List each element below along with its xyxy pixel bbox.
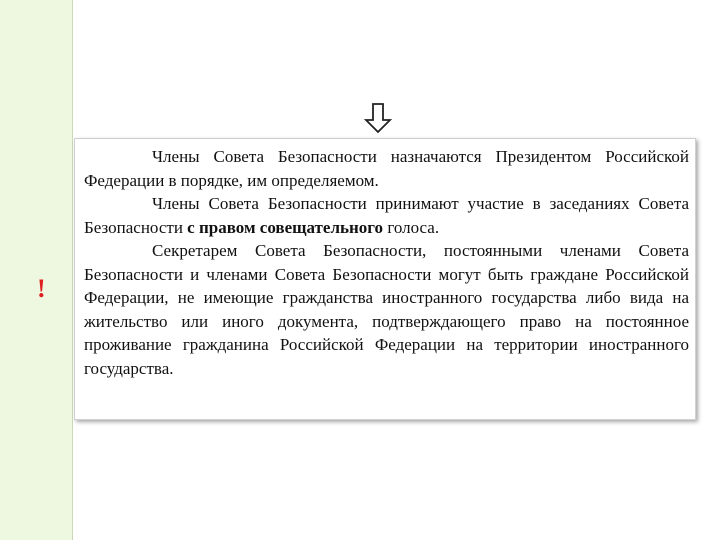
paragraph-appointment: Члены Совета Безопасности назначаются Президентом Российской Федерации в порядке, им определяемом. [84,147,689,190]
paragraph-participation [84,192,689,239]
participation-text-start: Члены Совета Безопасности принимают участие в заседаниях Совета Безопасности [84,194,689,237]
text-content-box [74,138,696,420]
left-sidebar-band [0,0,73,540]
paragraph-citizenship-requirement: Секретарем Совета Безопасности, постоянными членами Совета Безопасности и членами Совета Безопасности могут быть граждане Российской Федерации, не имеющие гражданства иностранного государства либо вида на жительство или иного документа, подтверждающего право на постоянное проживание гражданина Российской Федерации на территории иностранного государства. [84,241,689,378]
participation-text-end: голоса. [383,217,440,237]
advisory-vote-emphasis: с правом совещательного [187,217,384,237]
exclamation-icon: ! [37,274,46,303]
down-arrow-icon [364,103,394,133]
